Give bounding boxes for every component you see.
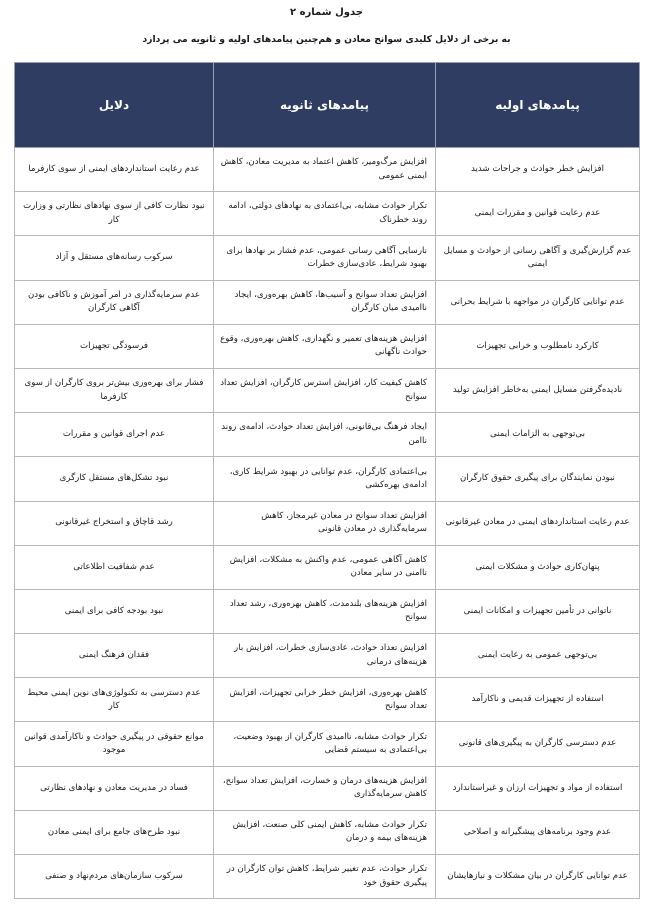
table-row: [15, 634, 640, 678]
cause-cell: فرسودگی تجهیزات: [15, 324, 214, 368]
secondary-consequence-cell: افزایش تعداد سوانح در معادن غیرمجاز، کاهش سرمایه‌گذاری در معادن قانونی: [214, 501, 436, 545]
primary-consequence-cell: عدم وجود برنامه‌های پیشگیرانه و اصلاحی: [436, 810, 640, 854]
table-row: [15, 722, 640, 766]
secondary-consequence-cell: افزایش تعداد حوادث، عادی‌سازی خطرات، افزایش بار هزینه‌های درمانی: [214, 634, 436, 678]
primary-consequence-cell: عدم توانایی کارگران در مواجهه با شرایط بحرانی: [436, 280, 640, 324]
secondary-consequence-cell: افزایش هزینه‌های درمان و خسارت، افزایش تعداد سوانح، کاهش سرمایه‌گذاری: [214, 766, 436, 810]
cause-cell: موانع حقوقی در پیگیری حوادث و ناکارآمدی قوانین موجود: [15, 722, 214, 766]
primary-consequence-cell: استفاده از تجهیزات قدیمی و ناکارآمد: [436, 678, 640, 722]
cause-cell: عدم اجرای قوانین و مقررات: [15, 413, 214, 457]
secondary-consequence-cell: تکرار حوادث مشابه، بی‌اعتمادی به نهادهای دولتی، ادامه روند خطرناک: [214, 192, 436, 236]
primary-consequence-cell: عدم دسترسی کارگران به پیگیری‌های قانونی: [436, 722, 640, 766]
secondary-consequence-cell: بی‌اعتمادی کارگران، عدم توانایی در بهبود شرایط کاری، ادامه‌ی بهره‌کشی: [214, 457, 436, 501]
table-row: [15, 501, 640, 545]
secondary-consequence-cell: افزایش هزینه‌های تعمیر و نگهداری، کاهش بهره‌وری، وقوع حوادث ناگهانی: [214, 324, 436, 368]
primary-consequence-cell: نادیده‌گرفتن مسایل ایمنی به‌خاطر افزایش تولید: [436, 368, 640, 412]
consequences-table: [14, 62, 640, 899]
secondary-consequence-cell: تکرار حوادث، عدم تغییر شرایط، کاهش توان کارگران در پیگیری حقوق خود: [214, 855, 436, 899]
primary-consequence-cell: استفاده از مواد و تجهیزات ارزان و غیراستاندارد: [436, 766, 640, 810]
primary-consequence-cell: بی‌توجهی عمومی به رعایت ایمنی: [436, 634, 640, 678]
cause-cell: فساد در مدیریت معادن و نهادهای نظارتی: [15, 766, 214, 810]
cause-cell: نبود تشکل‌های مستقل کارگری: [15, 457, 214, 501]
table-row: [15, 589, 640, 633]
table-header-row: [15, 63, 640, 148]
table-row: [15, 766, 640, 810]
secondary-consequence-cell: تکرار حوادث مشابه، کاهش ایمنی کلی صنعت، افزایش هزینه‌های بیمه و درمان: [214, 810, 436, 854]
primary-consequence-cell: کارکرد نامطلوب و خرابی تجهیزات: [436, 324, 640, 368]
secondary-consequence-cell: ایجاد فرهنگ بی‌قانونی، افزایش تعداد حوادث، ادامه‌ی روند ناامن: [214, 413, 436, 457]
header-causes: دلایل: [15, 63, 214, 148]
primary-consequence-cell: عدم گزارش‌گیری و آگاهی رسانی از حوادث و مسایل ایمنی: [436, 236, 640, 280]
table-subtitle: به برخی از دلایل کلیدی سوانح معادن و هم‌چنین پیامدهای اولیه و ثانویه می پردازد: [142, 34, 511, 45]
secondary-consequence-cell: کاهش آگاهی عمومی، عدم واکنش به مشکلات، افزایش ناامنی در سایر معادن: [214, 545, 436, 589]
table-row: [15, 545, 640, 589]
primary-consequence-cell: عدم رعایت استانداردهای ایمنی در معادن غیرقانونی: [436, 501, 640, 545]
secondary-consequence-cell: افزایش تعداد سوانح و آسیب‌ها، کاهش بهره‌وری، ایجاد ناامیدی میان کارگران: [214, 280, 436, 324]
secondary-consequence-cell: افزایش مرگ‌ومیر، کاهش اعتماد به مدیریت معادن، کاهش ایمنی عمومی: [214, 148, 436, 192]
table-row: [15, 280, 640, 324]
table-row: [15, 368, 640, 412]
cause-cell: نبود بودجه کافی برای ایمنی: [15, 589, 214, 633]
cause-cell: نبود نظارت کافی از سوی نهادهای نظارتی و وزارت کار: [15, 192, 214, 236]
header-secondary-consequences: پیامدهای ثانویه: [214, 63, 436, 148]
primary-consequence-cell: پنهان‌کاری حوادث و مشکلات ایمنی: [436, 545, 640, 589]
secondary-consequence-cell: نارسایی آگاهی رسانی عمومی، عدم فشار بر نهادها برای بهبود شرایط، عادی‌سازی خطرات: [214, 236, 436, 280]
table-row: [15, 192, 640, 236]
cause-cell: فقدان فرهنگ ایمنی: [15, 634, 214, 678]
cause-cell: رشد قاچاق و استخراج غیرقانونی: [15, 501, 214, 545]
header-primary-consequences: پیامدهای اولیه: [436, 63, 640, 148]
cause-cell: نبود طرح‌های جامع برای ایمنی معادن: [15, 810, 214, 854]
secondary-consequence-cell: تکرار حوادث مشابه، ناامیدی کارگران از بهبود وضعیت، بی‌اعتمادی به سیستم قضایی: [214, 722, 436, 766]
cause-cell: عدم دسترسی به تکنولوژی‌های نوین ایمنی محیط کار: [15, 678, 214, 722]
primary-consequence-cell: عدم توانایی کارگران در بیان مشکلات و نیازهایشان: [436, 855, 640, 899]
primary-consequence-cell: بی‌توجهی به الزامات ایمنی: [436, 413, 640, 457]
secondary-consequence-cell: کاهش کیفیت کار، افزایش استرس کارگران، افزایش تعداد سوانح: [214, 368, 436, 412]
cause-cell: فشار برای بهره‌وری بیش‌تر بروی کارگران از سوی کارفرما: [15, 368, 214, 412]
table-row: [15, 413, 640, 457]
cause-cell: عدم سرمایه‌گذاری در امر آموزش و ناکافی بودن آگاهی کارگران: [15, 280, 214, 324]
table-row: [15, 678, 640, 722]
primary-consequence-cell: نبودن نمایندگان برای پیگیری حقوق کارگران: [436, 457, 640, 501]
table-row: [15, 236, 640, 280]
cause-cell: عدم شفافیت اطلاعاتی: [15, 545, 214, 589]
table-row: [15, 855, 640, 899]
primary-consequence-cell: عدم رعایت قوانین و مقررات ایمنی: [436, 192, 640, 236]
cause-cell: سرکوب رسانه‌های مستقل و آزاد: [15, 236, 214, 280]
primary-consequence-cell: ناتوانی در تأمین تجهیزات و امکانات ایمنی: [436, 589, 640, 633]
table-row: [15, 148, 640, 192]
table-row: [15, 810, 640, 854]
table-title: جدول شماره ۲: [290, 7, 363, 18]
cause-cell: عدم رعایت استانداردهای ایمنی از سوی کارفرما: [15, 148, 214, 192]
primary-consequence-cell: افزایش خطر حوادث و جراحات شدید: [436, 148, 640, 192]
secondary-consequence-cell: کاهش بهره‌وری، افزایش خطر خرابی تجهیزات، افزایش تعداد سوانح: [214, 678, 436, 722]
secondary-consequence-cell: افزایش هزینه‌های بلندمدت، کاهش بهره‌وری، رشد تعداد سوانح: [214, 589, 436, 633]
cause-cell: سرکوب سازمان‌های مردم‌نهاد و صنفی: [15, 855, 214, 899]
table-row: [15, 324, 640, 368]
table-row: [15, 457, 640, 501]
table-body: [15, 148, 640, 899]
